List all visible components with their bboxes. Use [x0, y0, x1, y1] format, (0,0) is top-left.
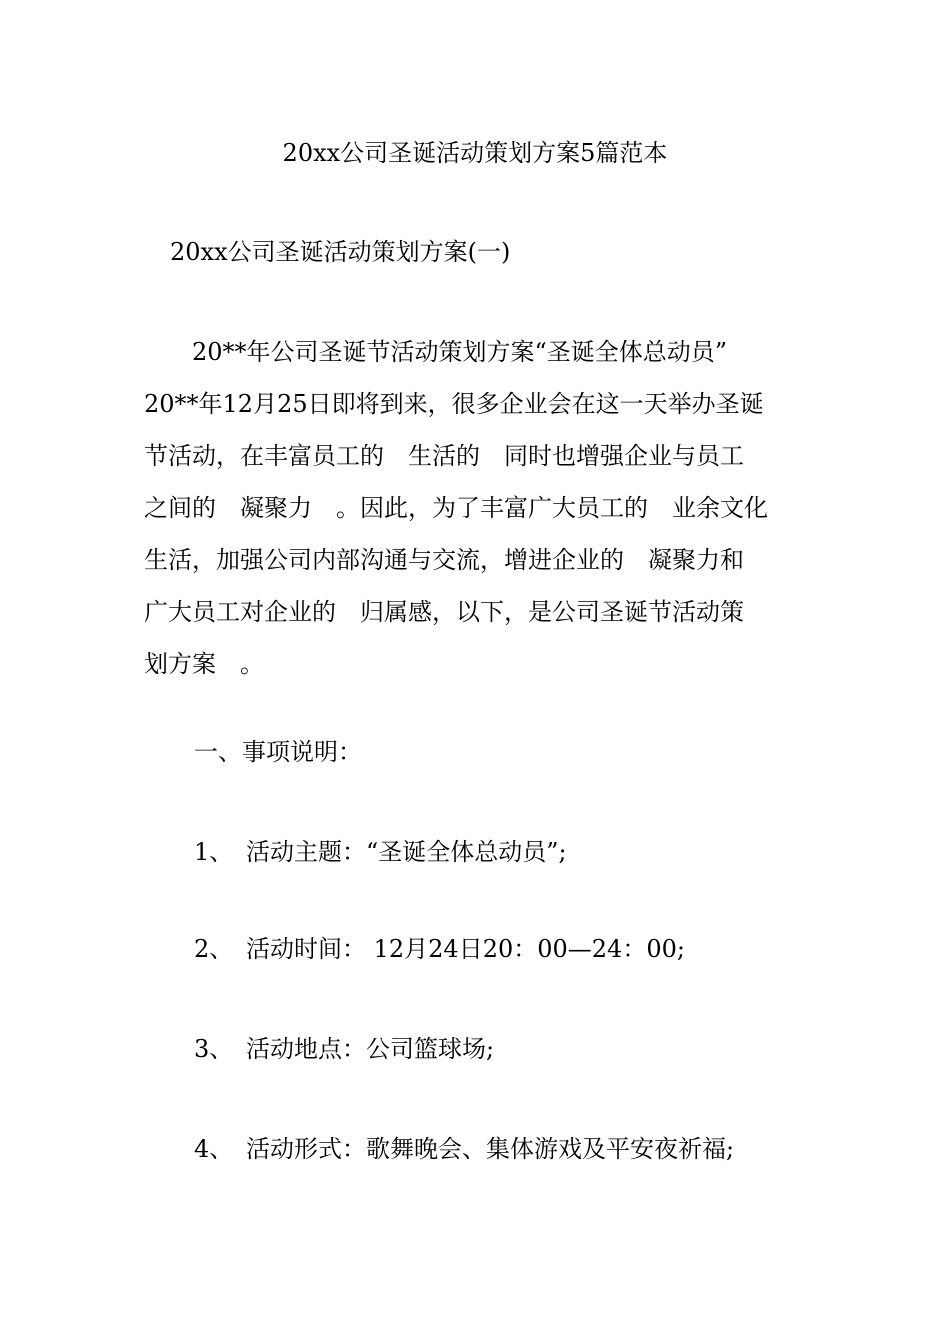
list-item [194, 833, 567, 871]
item-number: 1、 [194, 838, 234, 866]
paragraph-line: 之间的 凝聚力 。因此，为了丰富广大员工的 业余文化 [144, 494, 768, 522]
section-heading: 一、事项说明： [194, 738, 362, 766]
paragraph-line: 划方案 。 [144, 650, 264, 678]
paragraph-line: 节活动，在丰富员工的 生活的 同时也增强企业与员工 [144, 442, 744, 470]
section-subtitle: 20xx公司圣诞活动策划方案(一) [170, 238, 511, 266]
list-item [194, 1030, 494, 1068]
item-number: 3、 [194, 1035, 234, 1063]
item-number: 4、 [194, 1135, 234, 1163]
item-text: 活动地点：公司篮球场; [246, 1035, 495, 1063]
body-paragraph [144, 326, 814, 690]
paragraph-line: 20**年12月25日即将到来，很多企业会在这一天举办圣诞 [144, 390, 764, 418]
item-text: 活动主题：“圣诞全体总动员”; [246, 838, 567, 866]
item-text: 活动时间： 12月24日20：00—24：00; [246, 935, 685, 963]
list-item [194, 930, 685, 968]
paragraph-line: 生活，加强公司内部沟通与交流，增进企业的 凝聚力和 [144, 546, 744, 574]
item-text: 活动形式：歌舞晚会、集体游戏及平安夜祈福; [246, 1135, 735, 1163]
list-item [194, 1130, 734, 1168]
paragraph-line: 广大员工对企业的 归属感，以下，是公司圣诞节活动策 [144, 598, 744, 626]
paragraph-line: 20**年公司圣诞节活动策划方案“圣诞全体总动员” [144, 338, 728, 366]
document-title: 20xx公司圣诞活动策划方案5篇范本 [282, 139, 668, 167]
item-number: 2、 [194, 935, 234, 963]
